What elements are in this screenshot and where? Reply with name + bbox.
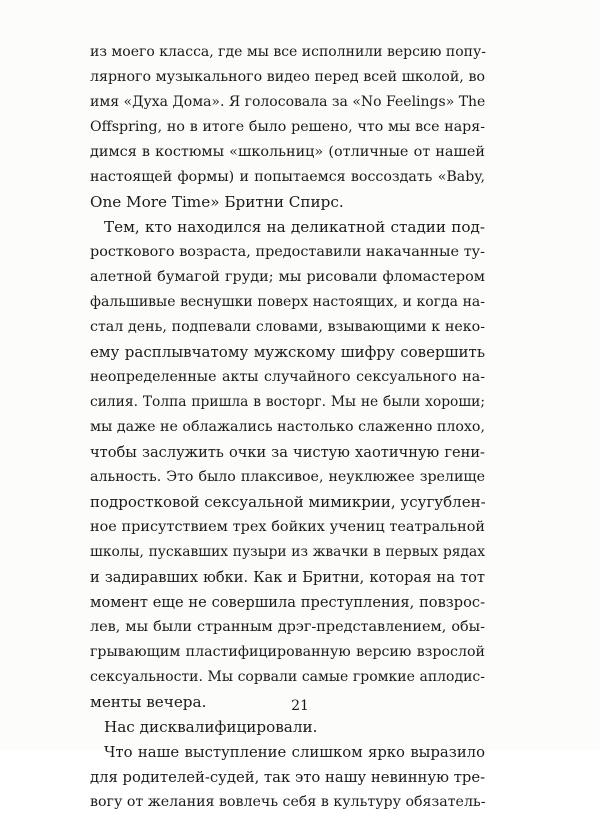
page-number: 21	[291, 698, 309, 714]
text-line: One More Time» Бритни Спирс.	[90, 193, 344, 211]
text-line: для родителей-судей, так это нашу невинную тре-	[90, 769, 486, 786]
text-line: Что наше выступление слишком ярко выразило	[104, 744, 485, 761]
text-line: Нас дисквалифицировали.	[104, 718, 318, 736]
text-line: настоящей формы) и попытаемся воссоздать «Baby,	[90, 169, 485, 185]
text-line: сексуальности. Мы сорвали самые громкие аплодис-	[90, 669, 485, 685]
text-line: Тем, кто находился на деликатной стадии под-	[104, 218, 485, 236]
text-line: чтобы заслужить очки за чистую хаотичную гени-	[90, 444, 485, 461]
text-line: стал день, подпевали словами, взывающими к неко-	[90, 319, 485, 335]
text-line: грывающим пластифицированную версию взрослой	[90, 644, 485, 660]
text-line: имя «Духа Дома». Я голосовала за «No Feelings» The	[90, 94, 486, 110]
text-line: альность. Это было плаксивое, неуклюжее зрелище	[90, 469, 485, 485]
text-line: ему расплывчатому мужскому шифру совершить	[90, 343, 485, 361]
text-line: димся в костюмы «школьниц» (отличные от нашей	[90, 144, 485, 160]
text-line: и задиравших юбки. Как и Бритни, которая на тот	[90, 569, 485, 586]
text-line: мы даже не облажались настолько слаженно плохо,	[90, 419, 485, 435]
text-line: фальшивые веснушки поверх настоящих, и когда на-	[90, 294, 485, 310]
text-line: подростковой сексуальной мимикрии, усугублен-	[90, 493, 486, 511]
text-line: росткового возраста, предоставили накачанные ту-	[90, 244, 485, 260]
text-line: менты вечера.	[90, 693, 207, 711]
text-line: неопределенные акты случайного сексуального на-	[90, 369, 485, 385]
text-line: лярного музыкального видео перед всей школой, во	[90, 69, 485, 85]
text-line: лев, мы были странным дрэг-представлением, обы-	[90, 619, 485, 635]
text-line: алетной бумагой груди; мы рисовали фломастером	[90, 269, 485, 285]
text-line: ное присутствием трех бойких учениц театральной	[90, 519, 485, 535]
text-line: вогу от желания вовлечь себя в культуру обязатель-	[90, 794, 486, 810]
text-line: школы, пускавших пузыри из жвачки в первых рядах	[90, 544, 485, 560]
text-line: момент еще не совершила преступления, повзрос-	[90, 594, 485, 611]
text-line: из моего класса, где мы все исполнили версию попу-	[90, 44, 486, 60]
text-line: Offspring, но в итоге было решено, что мы все наря-	[90, 119, 485, 135]
text-line: силия. Толпа пришла в восторг. Мы не были хороши;	[90, 394, 485, 410]
